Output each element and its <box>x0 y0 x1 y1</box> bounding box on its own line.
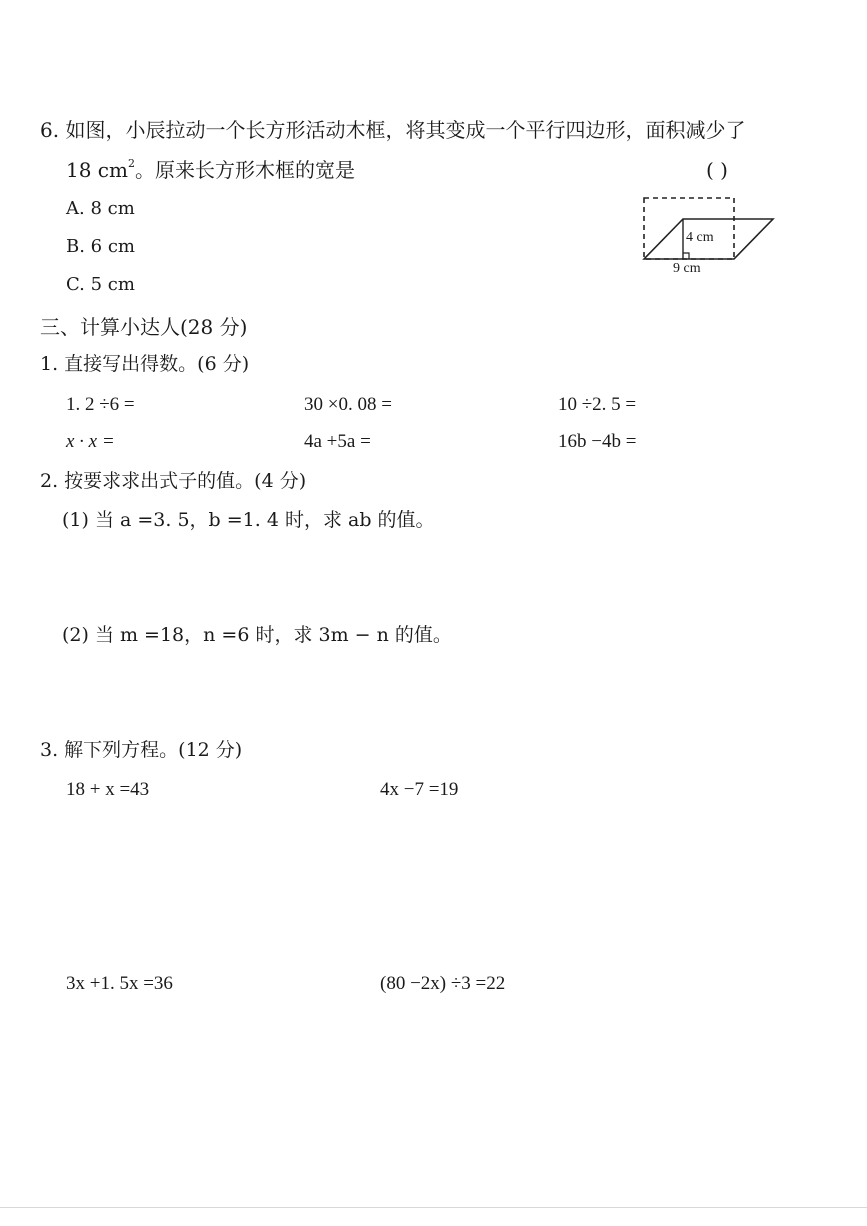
height-label: 4 cm <box>686 230 714 245</box>
p3-title: 3. 解下列方程。(12 分) <box>40 739 243 761</box>
right-angle-mark <box>683 253 689 259</box>
original-rectangle-dashed <box>644 198 734 259</box>
p3-eq1: 18 + x =43 <box>66 779 150 800</box>
p3-eq2: 4x −7 =19 <box>380 779 459 800</box>
p1-r2-c2: 4a +5a = <box>304 431 371 452</box>
q6-answer-bracket[interactable]: ( ) <box>706 158 728 182</box>
section3-title: 三、计算小达人(28 分) <box>40 315 248 339</box>
q6-line1: 6. 如图，小辰拉动一个长方形活动木框，将其变成一个平行四边形，面积减少了 <box>40 118 746 142</box>
p3-eq3: 3x +1. 5x =36 <box>66 973 173 994</box>
p1-r1-c2: 30 ×0. 08 = <box>304 394 392 415</box>
p1-title: 1. 直接写出得数。(6 分) <box>40 353 250 375</box>
p2-sub2: (2) 当 m =18，n =6 时，求 3m − n 的值。 <box>62 624 452 646</box>
p2-sub1: (1) 当 a =3. 5，b =1. 4 时，求 ab 的值。 <box>62 509 435 531</box>
q6-line2-suffix: 。原来长方形木框的宽是 <box>134 158 355 182</box>
q6-line2-prefix: 18 cm <box>66 158 128 182</box>
q6-line2-sup: 2 <box>127 157 135 170</box>
p2-title: 2. 按要求求出式子的值。(4 分) <box>40 470 307 492</box>
p1-r2-c1: x · x = <box>66 431 115 452</box>
q6-option-b[interactable]: B. 6 cm <box>66 236 135 257</box>
base-label: 9 cm <box>673 261 701 276</box>
q6-line2 <box>66 157 355 182</box>
p3-eq4: (80 −2x) ÷3 =22 <box>380 973 506 994</box>
q6-option-c[interactable]: C. 5 cm <box>66 274 135 295</box>
p1-r1-c3: 10 ÷2. 5 = <box>558 394 637 415</box>
p1-r1-c1: 1. 2 ÷6 = <box>66 394 135 415</box>
q6-option-a[interactable]: A. 8 cm <box>66 198 135 219</box>
p1-r2-c3: 16b −4b = <box>558 431 637 452</box>
page-bottom-divider <box>0 1207 867 1208</box>
